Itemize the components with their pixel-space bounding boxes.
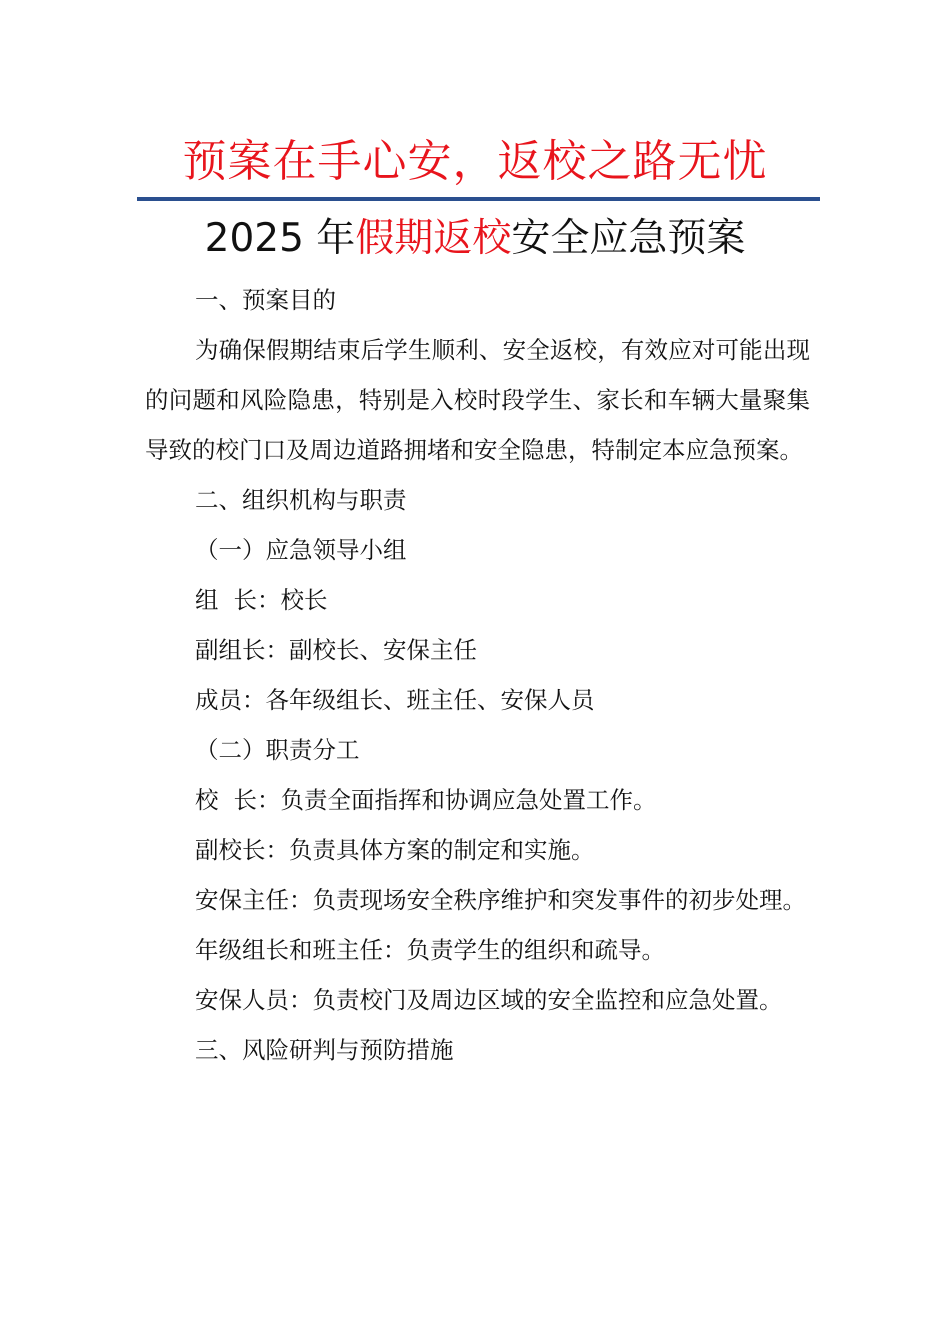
duty-principal: 校 长：负责全面指挥和协调应急处置工作。 (195, 786, 657, 814)
duty-vice-principal: 副校长：负责具体方案的制定和实施。 (195, 836, 595, 864)
title-year: 2025 年 (204, 216, 356, 261)
subheading-leadership-group: （一）应急领导小组 (195, 536, 407, 564)
section-heading-organization: 二、组织机构与职责 (195, 486, 407, 514)
line-group-leader: 组 长：校长 (195, 586, 328, 614)
paragraph-purpose: 为确保假期结束后学生顺利、安全返校，有效应对可能出现的问题和风险隐患，特别是入校时段学生、家长和车辆大量聚集导致的校门口及周边道路拥堵和安全隐患，特制定本应急预案。 (145, 336, 810, 464)
duty-grade-leaders: 年级组长和班主任：负责学生的组织和疏导。 (195, 936, 665, 964)
line-deputy-leader: 副组长：副校长、安保主任 (195, 636, 477, 664)
document-body (145, 275, 810, 1075)
title-highlight: 假期返校 (355, 216, 512, 261)
duty-security-staff: 安保人员：负责校门及周边区域的安全监控和应急处置。 (195, 986, 783, 1014)
line-members: 成员：各年级组长、班主任、安保人员 (195, 686, 595, 714)
title-suffix: 安全应急预案 (511, 216, 746, 261)
section-heading-purpose: 一、预案目的 (195, 286, 336, 314)
document-title (0, 210, 950, 268)
banner-slogan: 预案在手心安，返校之路无忧 (182, 136, 768, 187)
subheading-responsibilities: （二）职责分工 (195, 736, 360, 764)
banner-divider (137, 197, 820, 201)
section-heading-risk: 三、风险研判与预防措施 (195, 1036, 454, 1064)
duty-security-director: 安保主任：负责现场安全秩序维护和突发事件的初步处理。 (195, 886, 806, 914)
